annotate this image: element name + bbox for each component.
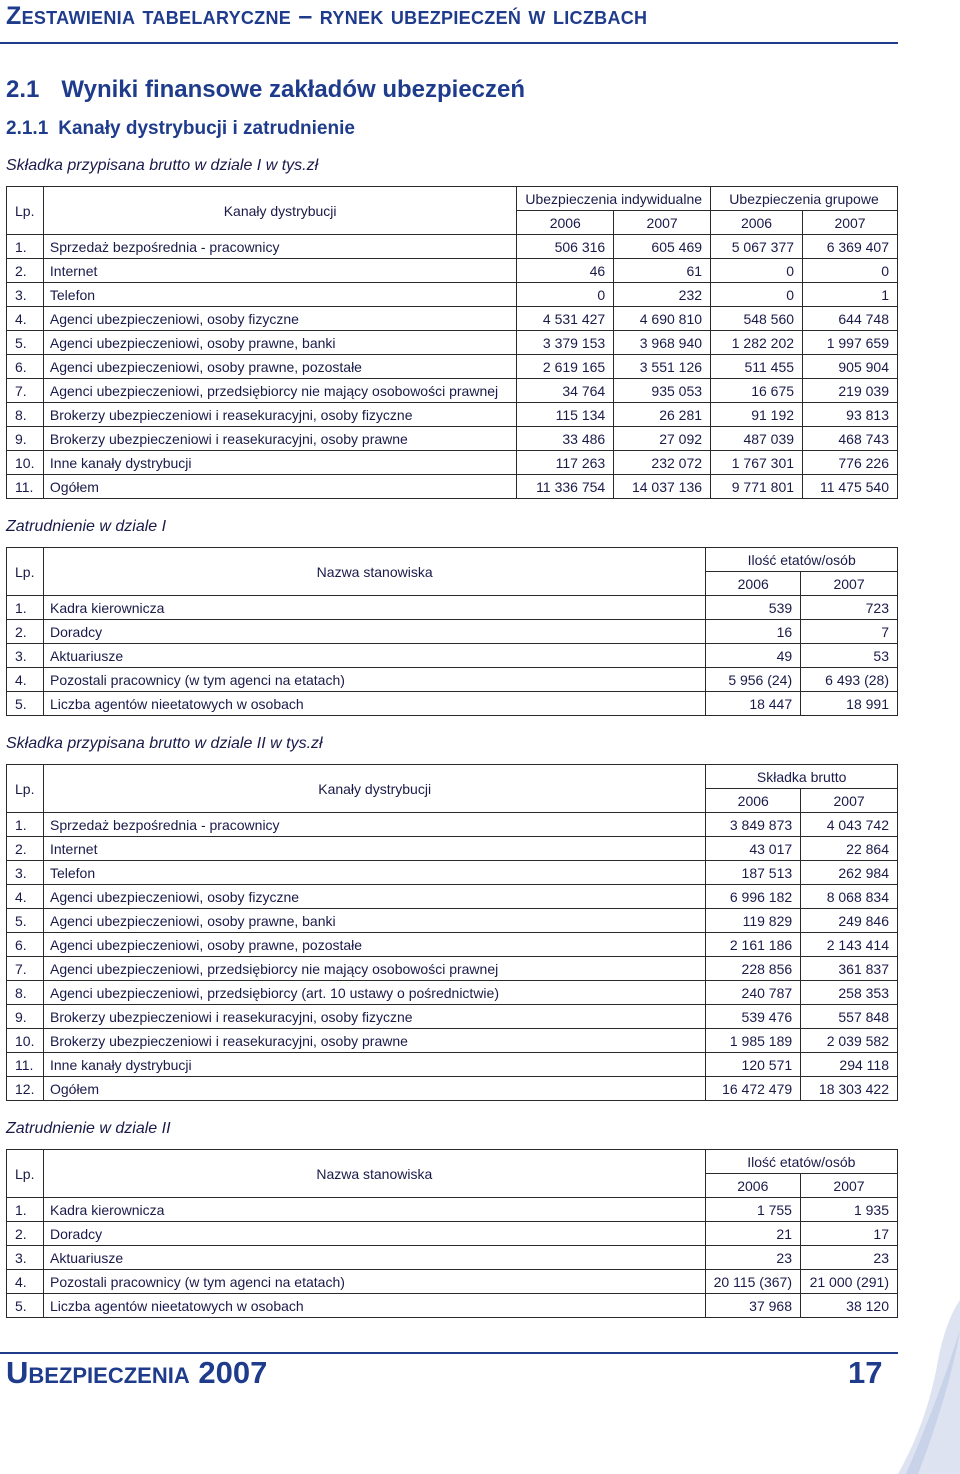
footer-divider: [0, 1352, 898, 1354]
row-label: Liczba agentów nieetatowych w osobach: [43, 692, 705, 716]
value-cell: 219 039: [803, 379, 898, 403]
row-number: 2.: [7, 620, 44, 644]
value-cell: 14 037 136: [614, 475, 711, 499]
value-cell: 9 771 801: [711, 475, 803, 499]
value-cell: 249 846: [801, 909, 898, 933]
value-cell: 16 675: [711, 379, 803, 403]
page-number: 17: [848, 1355, 883, 1390]
value-cell: 294 118: [801, 1053, 898, 1077]
table1-year-header: 2007: [803, 211, 898, 235]
table-row: [7, 235, 898, 259]
table-row: [7, 331, 898, 355]
value-cell: 115 134: [517, 403, 614, 427]
table4-caption: Zatrudnienie w dziale II: [6, 1120, 171, 1137]
value-cell: 187 513: [706, 861, 801, 885]
table-row: [7, 813, 898, 837]
value-cell: 21: [705, 1222, 800, 1246]
value-cell: 557 848: [801, 1005, 898, 1029]
row-number: 5.: [7, 331, 44, 355]
table-row: [7, 909, 898, 933]
row-label: Brokerzy ubezpieczeniowi i reasekuracyjni, osoby fizyczne: [43, 1005, 705, 1029]
row-label: Doradcy: [43, 1222, 705, 1246]
value-cell: 1 755: [705, 1198, 800, 1222]
row-number: 1.: [7, 1198, 44, 1222]
value-cell: 232: [614, 283, 711, 307]
table4-year-header: 2007: [800, 1174, 897, 1198]
row-label: Pozostali pracownicy (w tym agenci na etatach): [43, 1270, 705, 1294]
value-cell: 935 053: [614, 379, 711, 403]
table-row: [7, 885, 898, 909]
value-cell: 91 192: [711, 403, 803, 427]
value-cell: 644 748: [803, 307, 898, 331]
row-label: Kadra kierownicza: [43, 1198, 705, 1222]
table1-caption: Składka przypisana brutto w dziale I w tys.zł: [6, 157, 319, 174]
value-cell: 258 353: [801, 981, 898, 1005]
row-label: Agenci ubezpieczeniowi, osoby fizyczne: [43, 885, 705, 909]
row-number: 1.: [7, 813, 44, 837]
value-cell: 487 039: [711, 427, 803, 451]
row-label: Agenci ubezpieczeniowi, osoby prawne, banki: [43, 909, 705, 933]
row-number: 5.: [7, 1294, 44, 1318]
value-cell: 0: [517, 283, 614, 307]
row-number: 8.: [7, 403, 44, 427]
section-title: Wyniki finansowe zakładów ubezpieczeń: [61, 76, 526, 103]
table-row: [7, 837, 898, 861]
value-cell: 6 369 407: [803, 235, 898, 259]
value-cell: 120 571: [706, 1053, 801, 1077]
table3-header-channel: Kanały dystrybucji: [43, 765, 705, 813]
row-number: 3.: [7, 861, 44, 885]
value-cell: 22 864: [801, 837, 898, 861]
value-cell: 506 316: [517, 235, 614, 259]
row-label: Telefon: [43, 861, 705, 885]
value-cell: 1 282 202: [711, 331, 803, 355]
table-row: [7, 861, 898, 885]
row-label: Agenci ubezpieczeniowi, osoby fizyczne: [43, 307, 516, 331]
table2-year-header: 2006: [706, 572, 801, 596]
table-row: [7, 620, 898, 644]
table-row: [7, 1246, 898, 1270]
value-cell: 3 379 153: [517, 331, 614, 355]
value-cell: 539 476: [706, 1005, 801, 1029]
section-number: 2.1: [6, 76, 40, 103]
header-divider: [0, 42, 898, 44]
value-cell: 5 067 377: [711, 235, 803, 259]
row-label: Ogółem: [43, 475, 516, 499]
row-number: 3.: [7, 1246, 44, 1270]
row-number: 4.: [7, 668, 44, 692]
value-cell: 511 455: [711, 355, 803, 379]
table-row: [7, 981, 898, 1005]
row-label: Inne kanały dystrybucji: [43, 1053, 705, 1077]
value-cell: 3 849 873: [706, 813, 801, 837]
table-row: [7, 259, 898, 283]
value-cell: 6 996 182: [706, 885, 801, 909]
table4-header-lp: Lp.: [7, 1150, 44, 1198]
table-row: [7, 1294, 898, 1318]
value-cell: 776 226: [803, 451, 898, 475]
row-number: 12.: [7, 1077, 44, 1101]
table-row: [7, 379, 898, 403]
value-cell: 1 767 301: [711, 451, 803, 475]
table-row: [7, 1222, 898, 1246]
table2-caption: Zatrudnienie w dziale I: [6, 518, 167, 535]
row-number: 10.: [7, 1029, 44, 1053]
value-cell: 23: [705, 1246, 800, 1270]
value-cell: 3 551 126: [614, 355, 711, 379]
row-number: 2.: [7, 837, 44, 861]
value-cell: 23: [800, 1246, 897, 1270]
value-cell: 0: [711, 259, 803, 283]
value-cell: 4 531 427: [517, 307, 614, 331]
table-row: [7, 307, 898, 331]
row-number: 1.: [7, 235, 44, 259]
row-label: Agenci ubezpieczeniowi, przedsiębiorcy nie mający osobowości prawnej: [43, 957, 705, 981]
value-cell: 4 043 742: [801, 813, 898, 837]
value-cell: 16: [706, 620, 801, 644]
table-row: [7, 1029, 898, 1053]
value-cell: 2 619 165: [517, 355, 614, 379]
value-cell: 2 161 186: [706, 933, 801, 957]
value-cell: 117 263: [517, 451, 614, 475]
table2-header-count: Ilość etatów/osób: [706, 548, 898, 572]
footer-publication-title: Ubezpieczenia 2007: [6, 1355, 268, 1390]
table-row: [7, 668, 898, 692]
row-label: Ogółem: [43, 1077, 705, 1101]
page-header-title: Zestawienia tabelaryczne – rynek ubezpieczeń w liczbach: [6, 2, 648, 30]
table3-header-lp: Lp.: [7, 765, 44, 813]
value-cell: 43 017: [706, 837, 801, 861]
value-cell: 18 991: [801, 692, 898, 716]
row-number: 11.: [7, 1053, 44, 1077]
value-cell: 1 997 659: [803, 331, 898, 355]
row-label: Brokerzy ubezpieczeniowi i reasekuracyjni, osoby prawne: [43, 427, 516, 451]
table2-header-lp: Lp.: [7, 548, 44, 596]
value-cell: 1: [803, 283, 898, 307]
value-cell: 2 039 582: [801, 1029, 898, 1053]
value-cell: 21 000 (291): [800, 1270, 897, 1294]
value-cell: 119 829: [706, 909, 801, 933]
row-label: Aktuariusze: [43, 1246, 705, 1270]
value-cell: 11 475 540: [803, 475, 898, 499]
subsection-number: 2.1.1: [6, 118, 49, 139]
value-cell: 27 092: [614, 427, 711, 451]
row-number: 10.: [7, 451, 44, 475]
row-number: 3.: [7, 644, 44, 668]
table-row: [7, 692, 898, 716]
row-label: Agenci ubezpieczeniowi, osoby prawne, pozostałe: [43, 933, 705, 957]
table-row: [7, 1198, 898, 1222]
value-cell: 1 985 189: [706, 1029, 801, 1053]
row-number: 6.: [7, 933, 44, 957]
value-cell: 53: [801, 644, 898, 668]
value-cell: 33 486: [517, 427, 614, 451]
value-cell: 548 560: [711, 307, 803, 331]
row-label: Agenci ubezpieczeniowi, osoby prawne, banki: [43, 331, 516, 355]
table-row: [7, 451, 898, 475]
decorative-corner-graphic: [898, 1300, 960, 1474]
table1-premium-division-1: [6, 186, 898, 499]
value-cell: 228 856: [706, 957, 801, 981]
table3-year-header: 2007: [801, 789, 898, 813]
row-label: Liczba agentów nieetatowych w osobach: [43, 1294, 705, 1318]
row-number: 9.: [7, 1005, 44, 1029]
table-row: [7, 1005, 898, 1029]
table-row: [7, 283, 898, 307]
subsection-heading: [6, 118, 355, 140]
value-cell: 468 743: [803, 427, 898, 451]
row-label: Agenci ubezpieczeniowi, przedsiębiorcy (art. 10 ustawy o pośrednictwie): [43, 981, 705, 1005]
table3-premium-division-2: [6, 764, 898, 1101]
row-number: 4.: [7, 307, 44, 331]
row-number: 4.: [7, 885, 44, 909]
table1-header-group: Ubezpieczenia grupowe: [711, 187, 898, 211]
value-cell: 905 904: [803, 355, 898, 379]
row-number: 2.: [7, 1222, 44, 1246]
row-number: 5.: [7, 692, 44, 716]
table3-year-header: 2006: [706, 789, 801, 813]
row-label: Agenci ubezpieczeniowi, przedsiębiorcy nie mający osobowości prawnej: [43, 379, 516, 403]
value-cell: 20 115 (367): [705, 1270, 800, 1294]
value-cell: 361 837: [801, 957, 898, 981]
value-cell: 240 787: [706, 981, 801, 1005]
row-number: 11.: [7, 475, 44, 499]
row-label: Doradcy: [43, 620, 705, 644]
row-label: Agenci ubezpieczeniowi, osoby prawne, pozostałe: [43, 355, 516, 379]
table1-header-channel: Kanały dystrybucji: [43, 187, 516, 235]
table1-year-header: 2007: [614, 211, 711, 235]
table-row: [7, 1270, 898, 1294]
table-row: [7, 475, 898, 499]
value-cell: 38 120: [800, 1294, 897, 1318]
row-label: Kadra kierownicza: [43, 596, 705, 620]
value-cell: 18 447: [706, 692, 801, 716]
row-label: Inne kanały dystrybucji: [43, 451, 516, 475]
table2-employment-division-1: [6, 547, 898, 716]
value-cell: 46: [517, 259, 614, 283]
row-label: Brokerzy ubezpieczeniowi i reasekuracyjni, osoby fizyczne: [43, 403, 516, 427]
value-cell: 0: [711, 283, 803, 307]
row-number: 2.: [7, 259, 44, 283]
row-label: Sprzedaż bezpośrednia - pracownicy: [43, 235, 516, 259]
value-cell: 232 072: [614, 451, 711, 475]
value-cell: 1 935: [800, 1198, 897, 1222]
table-row: [7, 355, 898, 379]
value-cell: 539: [706, 596, 801, 620]
row-label: Brokerzy ubezpieczeniowi i reasekuracyjni, osoby prawne: [43, 1029, 705, 1053]
table-row: [7, 644, 898, 668]
value-cell: 723: [801, 596, 898, 620]
row-label: Aktuariusze: [43, 644, 705, 668]
table1-year-header: 2006: [517, 211, 614, 235]
value-cell: 18 303 422: [801, 1077, 898, 1101]
value-cell: 34 764: [517, 379, 614, 403]
table1-header-lp: Lp.: [7, 187, 44, 235]
row-number: 6.: [7, 355, 44, 379]
row-number: 7.: [7, 379, 44, 403]
value-cell: 2 143 414: [801, 933, 898, 957]
value-cell: 262 984: [801, 861, 898, 885]
table3-caption: Składka przypisana brutto w dziale II w tys.zł: [6, 735, 323, 752]
value-cell: 37 968: [705, 1294, 800, 1318]
value-cell: 49: [706, 644, 801, 668]
value-cell: 6 493 (28): [801, 668, 898, 692]
row-number: 5.: [7, 909, 44, 933]
table4-header-count: Ilość etatów/osób: [705, 1150, 897, 1174]
row-number: 3.: [7, 283, 44, 307]
table-row: [7, 403, 898, 427]
row-number: 1.: [7, 596, 44, 620]
row-number: 8.: [7, 981, 44, 1005]
value-cell: 93 813: [803, 403, 898, 427]
table4-header-position: Nazwa stanowiska: [43, 1150, 705, 1198]
table4-year-header: 2006: [705, 1174, 800, 1198]
row-label: Internet: [43, 837, 705, 861]
row-label: Pozostali pracownicy (w tym agenci na etatach): [43, 668, 705, 692]
value-cell: 605 469: [614, 235, 711, 259]
row-label: Telefon: [43, 283, 516, 307]
row-label: Internet: [43, 259, 516, 283]
subsection-title: Kanały dystrybucji i zatrudnienie: [58, 118, 355, 139]
table-row: [7, 427, 898, 451]
row-number: 9.: [7, 427, 44, 451]
row-number: 4.: [7, 1270, 44, 1294]
table-row: [7, 1077, 898, 1101]
value-cell: 16 472 479: [706, 1077, 801, 1101]
table-row: [7, 957, 898, 981]
value-cell: 11 336 754: [517, 475, 614, 499]
table1-header-individual: Ubezpieczenia indywidualne: [517, 187, 711, 211]
value-cell: 4 690 810: [614, 307, 711, 331]
table-row: [7, 1053, 898, 1077]
table-row: [7, 596, 898, 620]
row-label: Sprzedaż bezpośrednia - pracownicy: [43, 813, 705, 837]
row-number: 7.: [7, 957, 44, 981]
section-heading: [6, 76, 525, 104]
value-cell: 7: [801, 620, 898, 644]
table4-employment-division-2: [6, 1149, 898, 1318]
value-cell: 61: [614, 259, 711, 283]
value-cell: 17: [800, 1222, 897, 1246]
table2-header-position: Nazwa stanowiska: [43, 548, 705, 596]
table3-header-premium: Składka brutto: [706, 765, 898, 789]
value-cell: 8 068 834: [801, 885, 898, 909]
value-cell: 5 956 (24): [706, 668, 801, 692]
value-cell: 3 968 940: [614, 331, 711, 355]
table-row: [7, 933, 898, 957]
table1-year-header: 2006: [711, 211, 803, 235]
table2-year-header: 2007: [801, 572, 898, 596]
value-cell: 0: [803, 259, 898, 283]
value-cell: 26 281: [614, 403, 711, 427]
